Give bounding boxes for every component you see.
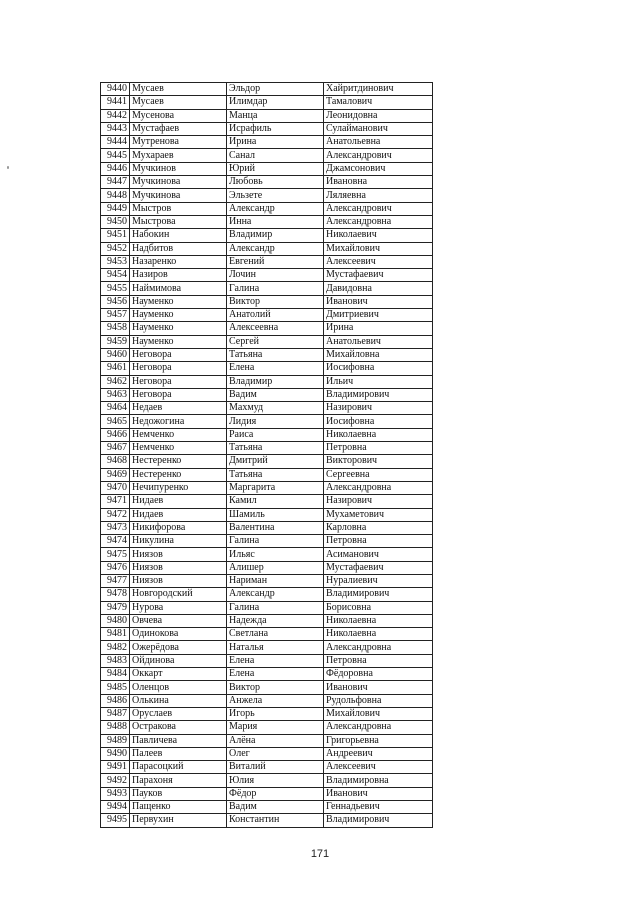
last-name-cell: Никулина — [130, 535, 227, 548]
first-name-cell: Наталья — [227, 641, 324, 654]
first-name-cell: Фёдор — [227, 787, 324, 800]
last-name-cell: Остракова — [130, 721, 227, 734]
first-name-cell: Юрий — [227, 162, 324, 175]
table-row — [101, 601, 433, 614]
last-name-cell: Мыстров — [130, 202, 227, 215]
patronymic-cell: Александрович — [324, 202, 433, 215]
first-name-cell: Игорь — [227, 707, 324, 720]
table-row — [101, 468, 433, 481]
table-row — [101, 508, 433, 521]
patronymic-cell: Викторович — [324, 455, 433, 468]
first-name-cell: Елена — [227, 654, 324, 667]
table-row — [101, 335, 433, 348]
first-name-cell: Лидия — [227, 415, 324, 428]
row-number-cell: 9476 — [101, 561, 130, 574]
last-name-cell: Мусаев — [130, 96, 227, 109]
table-row — [101, 561, 433, 574]
patronymic-cell: Александровна — [324, 721, 433, 734]
row-number-cell: 9444 — [101, 136, 130, 149]
row-number-cell: 9481 — [101, 628, 130, 641]
table-row — [101, 481, 433, 494]
first-name-cell: Алёна — [227, 734, 324, 747]
table-row — [101, 202, 433, 215]
row-number-cell: 9445 — [101, 149, 130, 162]
row-number-cell: 9482 — [101, 641, 130, 654]
patronymic-cell: Назирович — [324, 402, 433, 415]
table-row — [101, 442, 433, 455]
table-row — [101, 654, 433, 667]
last-name-cell: Науменко — [130, 335, 227, 348]
row-number-cell: 9446 — [101, 162, 130, 175]
row-number-cell: 9493 — [101, 787, 130, 800]
last-name-cell: Немченко — [130, 442, 227, 455]
table-row — [101, 801, 433, 814]
table-row — [101, 535, 433, 548]
last-name-cell: Нурова — [130, 601, 227, 614]
patronymic-cell: Нуралиевич — [324, 574, 433, 587]
first-name-cell: Раиса — [227, 428, 324, 441]
row-number-cell: 9461 — [101, 362, 130, 375]
first-name-cell: Махмуд — [227, 402, 324, 415]
last-name-cell: Оленцов — [130, 681, 227, 694]
row-number-cell: 9484 — [101, 668, 130, 681]
table-row — [101, 162, 433, 175]
first-name-cell: Лочин — [227, 269, 324, 282]
first-name-cell: Владимир — [227, 375, 324, 388]
last-name-cell: Ниязов — [130, 548, 227, 561]
table-row — [101, 255, 433, 268]
register-body — [101, 83, 433, 828]
first-name-cell: Маргарита — [227, 481, 324, 494]
patronymic-cell: Андреевич — [324, 747, 433, 760]
table-row — [101, 681, 433, 694]
patronymic-cell: Иванович — [324, 295, 433, 308]
row-number-cell: 9468 — [101, 455, 130, 468]
table-row — [101, 721, 433, 734]
last-name-cell: Ниязов — [130, 561, 227, 574]
table-row — [101, 814, 433, 827]
row-number-cell: 9455 — [101, 282, 130, 295]
table-row — [101, 229, 433, 242]
table-row — [101, 774, 433, 787]
first-name-cell: Камил — [227, 495, 324, 508]
row-number-cell: 9492 — [101, 774, 130, 787]
row-number-cell: 9454 — [101, 269, 130, 282]
first-name-cell: Виктор — [227, 681, 324, 694]
table-row — [101, 282, 433, 295]
patronymic-cell: Геннадьевич — [324, 801, 433, 814]
row-number-cell: 9494 — [101, 801, 130, 814]
patronymic-cell: Владимирович — [324, 588, 433, 601]
patronymic-cell: Давидовна — [324, 282, 433, 295]
first-name-cell: Санал — [227, 149, 324, 162]
patronymic-cell: Александровна — [324, 215, 433, 228]
patronymic-cell: Хайритдинович — [324, 83, 433, 96]
patronymic-cell: Джамсонович — [324, 162, 433, 175]
row-number-cell: 9459 — [101, 335, 130, 348]
patronymic-cell: Дмитриевич — [324, 309, 433, 322]
first-name-cell: Инна — [227, 215, 324, 228]
row-number-cell: 9475 — [101, 548, 130, 561]
table-row — [101, 428, 433, 441]
row-number-cell: 9440 — [101, 83, 130, 96]
patronymic-cell: Карловна — [324, 521, 433, 534]
last-name-cell: Неговора — [130, 388, 227, 401]
first-name-cell: Вадим — [227, 388, 324, 401]
patronymic-cell: Фёдоровна — [324, 668, 433, 681]
table-row — [101, 269, 433, 282]
patronymic-cell: Рудольфовна — [324, 694, 433, 707]
patronymic-cell: Сергеевна — [324, 468, 433, 481]
first-name-cell: Сергей — [227, 335, 324, 348]
row-number-cell: 9471 — [101, 495, 130, 508]
row-number-cell: 9472 — [101, 508, 130, 521]
patronymic-cell: Михайлович — [324, 707, 433, 720]
row-number-cell: 9474 — [101, 535, 130, 548]
first-name-cell: Вадим — [227, 801, 324, 814]
first-name-cell: Александр — [227, 588, 324, 601]
first-name-cell: Татьяна — [227, 442, 324, 455]
last-name-cell: Первухин — [130, 814, 227, 827]
row-number-cell: 9457 — [101, 309, 130, 322]
row-number-cell: 9477 — [101, 574, 130, 587]
patronymic-cell: Ильич — [324, 375, 433, 388]
row-number-cell: 9441 — [101, 96, 130, 109]
first-name-cell: Александр — [227, 202, 324, 215]
table-row — [101, 668, 433, 681]
table-row — [101, 628, 433, 641]
last-name-cell: Мучкинов — [130, 162, 227, 175]
first-name-cell: Галина — [227, 535, 324, 548]
last-name-cell: Мусаев — [130, 83, 227, 96]
row-number-cell: 9465 — [101, 415, 130, 428]
last-name-cell: Пащенко — [130, 801, 227, 814]
last-name-cell: Ниязов — [130, 574, 227, 587]
table-row — [101, 641, 433, 654]
table-row — [101, 215, 433, 228]
patronymic-cell: Николаевна — [324, 628, 433, 641]
first-name-cell: Илимдар — [227, 96, 324, 109]
patronymic-cell: Ляляевна — [324, 189, 433, 202]
patronymic-cell: Алексеевич — [324, 255, 433, 268]
row-number-cell: 9464 — [101, 402, 130, 415]
last-name-cell: Нестеренко — [130, 455, 227, 468]
table-row — [101, 548, 433, 561]
row-number-cell: 9462 — [101, 375, 130, 388]
last-name-cell: Неговора — [130, 348, 227, 361]
row-number-cell: 9487 — [101, 707, 130, 720]
patronymic-cell: Николаевна — [324, 428, 433, 441]
last-name-cell: Мучкинова — [130, 176, 227, 189]
first-name-cell: Эльзете — [227, 189, 324, 202]
first-name-cell: Татьяна — [227, 348, 324, 361]
patronymic-cell: Иосифовна — [324, 362, 433, 375]
last-name-cell: Одинокова — [130, 628, 227, 641]
last-name-cell: Назиров — [130, 269, 227, 282]
last-name-cell: Мухараев — [130, 149, 227, 162]
last-name-cell: Овчева — [130, 614, 227, 627]
row-number-cell: 9488 — [101, 721, 130, 734]
patronymic-cell: Александрович — [324, 149, 433, 162]
patronymic-cell: Назирович — [324, 495, 433, 508]
last-name-cell: Нидаев — [130, 495, 227, 508]
first-name-cell: Любовь — [227, 176, 324, 189]
first-name-cell: Александр — [227, 242, 324, 255]
table-row — [101, 96, 433, 109]
table-row — [101, 734, 433, 747]
patronymic-cell: Алексеевич — [324, 761, 433, 774]
patronymic-cell: Владимировна — [324, 774, 433, 787]
row-number-cell: 9470 — [101, 481, 130, 494]
patronymic-cell: Владимирович — [324, 814, 433, 827]
patronymic-cell: Владимирович — [324, 388, 433, 401]
last-name-cell: Олькина — [130, 694, 227, 707]
patronymic-cell: Ивановна — [324, 176, 433, 189]
table-row — [101, 574, 433, 587]
last-name-cell: Мусенова — [130, 109, 227, 122]
table-row — [101, 176, 433, 189]
table-row — [101, 136, 433, 149]
last-name-cell: Пауков — [130, 787, 227, 800]
table-row — [101, 495, 433, 508]
last-name-cell: Надбитов — [130, 242, 227, 255]
row-number-cell: 9467 — [101, 442, 130, 455]
patronymic-cell: Мустафаевич — [324, 269, 433, 282]
patronymic-cell: Петровна — [324, 654, 433, 667]
patronymic-cell: Петровна — [324, 442, 433, 455]
last-name-cell: Нидаев — [130, 508, 227, 521]
first-name-cell: Анжела — [227, 694, 324, 707]
row-number-cell: 9453 — [101, 255, 130, 268]
last-name-cell: Науменко — [130, 295, 227, 308]
first-name-cell: Виталий — [227, 761, 324, 774]
first-name-cell: Виктор — [227, 295, 324, 308]
patronymic-cell: Иванович — [324, 787, 433, 800]
scan-speck — [7, 166, 9, 169]
last-name-cell: Палеев — [130, 747, 227, 760]
table-row — [101, 309, 433, 322]
patronymic-cell: Сулайманович — [324, 122, 433, 135]
row-number-cell: 9451 — [101, 229, 130, 242]
row-number-cell: 9463 — [101, 388, 130, 401]
table-row — [101, 415, 433, 428]
last-name-cell: Парахоня — [130, 774, 227, 787]
table-row — [101, 694, 433, 707]
row-number-cell: 9485 — [101, 681, 130, 694]
patronymic-cell: Ирина — [324, 322, 433, 335]
patronymic-cell: Леонидовна — [324, 109, 433, 122]
row-number-cell: 9449 — [101, 202, 130, 215]
row-number-cell: 9443 — [101, 122, 130, 135]
table-row — [101, 787, 433, 800]
table-row — [101, 761, 433, 774]
last-name-cell: Нечипуренко — [130, 481, 227, 494]
last-name-cell: Никифорова — [130, 521, 227, 534]
first-name-cell: Дмитрий — [227, 455, 324, 468]
first-name-cell: Валентина — [227, 521, 324, 534]
last-name-cell: Мутренова — [130, 136, 227, 149]
last-name-cell: Наймимова — [130, 282, 227, 295]
first-name-cell: Мария — [227, 721, 324, 734]
row-number-cell: 9466 — [101, 428, 130, 441]
row-number-cell: 9495 — [101, 814, 130, 827]
row-number-cell: 9452 — [101, 242, 130, 255]
first-name-cell: Константин — [227, 814, 324, 827]
table-row — [101, 149, 433, 162]
last-name-cell: Павличева — [130, 734, 227, 747]
patronymic-cell: Михайловна — [324, 348, 433, 361]
table-row — [101, 295, 433, 308]
patronymic-cell: Александровна — [324, 481, 433, 494]
last-name-cell: Недожогина — [130, 415, 227, 428]
first-name-cell: Евгений — [227, 255, 324, 268]
patronymic-cell: Михайлович — [324, 242, 433, 255]
table-row — [101, 375, 433, 388]
table-row — [101, 189, 433, 202]
patronymic-cell: Александровна — [324, 641, 433, 654]
first-name-cell: Нариман — [227, 574, 324, 587]
register-table — [100, 82, 433, 828]
table-row — [101, 402, 433, 415]
last-name-cell: Мустафаев — [130, 122, 227, 135]
row-number-cell: 9483 — [101, 654, 130, 667]
table-row — [101, 348, 433, 361]
table-row — [101, 242, 433, 255]
table-row — [101, 362, 433, 375]
row-number-cell: 9473 — [101, 521, 130, 534]
table-row — [101, 388, 433, 401]
first-name-cell: Татьяна — [227, 468, 324, 481]
first-name-cell: Ирина — [227, 136, 324, 149]
row-number-cell: 9469 — [101, 468, 130, 481]
row-number-cell: 9490 — [101, 747, 130, 760]
last-name-cell: Ожерёдова — [130, 641, 227, 654]
last-name-cell: Парасоцкий — [130, 761, 227, 774]
row-number-cell: 9480 — [101, 614, 130, 627]
first-name-cell: Надежда — [227, 614, 324, 627]
first-name-cell: Анатолий — [227, 309, 324, 322]
table-row — [101, 122, 433, 135]
table-row — [101, 83, 433, 96]
patronymic-cell: Иванович — [324, 681, 433, 694]
first-name-cell: Светлана — [227, 628, 324, 641]
last-name-cell: Набокин — [130, 229, 227, 242]
first-name-cell: Эльдор — [227, 83, 324, 96]
patronymic-cell: Иосифовна — [324, 415, 433, 428]
first-name-cell: Владимир — [227, 229, 324, 242]
row-number-cell: 9448 — [101, 189, 130, 202]
last-name-cell: Неговора — [130, 375, 227, 388]
first-name-cell: Шамиль — [227, 508, 324, 521]
first-name-cell: Олег — [227, 747, 324, 760]
patronymic-cell: Анатольевна — [324, 136, 433, 149]
first-name-cell: Галина — [227, 282, 324, 295]
first-name-cell: Юлия — [227, 774, 324, 787]
last-name-cell: Мыстрова — [130, 215, 227, 228]
last-name-cell: Науменко — [130, 322, 227, 335]
last-name-cell: Ойдинова — [130, 654, 227, 667]
row-number-cell: 9491 — [101, 761, 130, 774]
last-name-cell: Назаренко — [130, 255, 227, 268]
table-row — [101, 521, 433, 534]
last-name-cell: Недаев — [130, 402, 227, 415]
last-name-cell: Мучкинова — [130, 189, 227, 202]
patronymic-cell: Николаевна — [324, 614, 433, 627]
row-number-cell: 9486 — [101, 694, 130, 707]
row-number-cell: 9450 — [101, 215, 130, 228]
first-name-cell: Елена — [227, 362, 324, 375]
first-name-cell: Алишер — [227, 561, 324, 574]
last-name-cell: Нестеренко — [130, 468, 227, 481]
patronymic-cell: Борисовна — [324, 601, 433, 614]
page-number: 171 — [310, 848, 330, 860]
table-row — [101, 109, 433, 122]
row-number-cell: 9442 — [101, 109, 130, 122]
table-row — [101, 322, 433, 335]
last-name-cell: Оруслаев — [130, 707, 227, 720]
last-name-cell: Оккарт — [130, 668, 227, 681]
first-name-cell: Алексеевна — [227, 322, 324, 335]
patronymic-cell: Григорьевна — [324, 734, 433, 747]
first-name-cell: Ильяс — [227, 548, 324, 561]
patronymic-cell: Анатольевич — [324, 335, 433, 348]
patronymic-cell: Тамалович — [324, 96, 433, 109]
table-row — [101, 707, 433, 720]
last-name-cell: Немченко — [130, 428, 227, 441]
first-name-cell: Галина — [227, 601, 324, 614]
first-name-cell: Исрафиль — [227, 122, 324, 135]
table-row — [101, 614, 433, 627]
first-name-cell: Манца — [227, 109, 324, 122]
patronymic-cell: Мухаметович — [324, 508, 433, 521]
last-name-cell: Науменко — [130, 309, 227, 322]
table-row — [101, 588, 433, 601]
last-name-cell: Новгородский — [130, 588, 227, 601]
row-number-cell: 9478 — [101, 588, 130, 601]
row-number-cell: 9479 — [101, 601, 130, 614]
row-number-cell: 9458 — [101, 322, 130, 335]
row-number-cell: 9447 — [101, 176, 130, 189]
patronymic-cell: Николаевич — [324, 229, 433, 242]
row-number-cell: 9489 — [101, 734, 130, 747]
patronymic-cell: Петровна — [324, 535, 433, 548]
first-name-cell: Елена — [227, 668, 324, 681]
patronymic-cell: Асиманович — [324, 548, 433, 561]
last-name-cell: Неговора — [130, 362, 227, 375]
patronymic-cell: Мустафаевич — [324, 561, 433, 574]
table-row — [101, 455, 433, 468]
table-row — [101, 747, 433, 760]
row-number-cell: 9456 — [101, 295, 130, 308]
row-number-cell: 9460 — [101, 348, 130, 361]
